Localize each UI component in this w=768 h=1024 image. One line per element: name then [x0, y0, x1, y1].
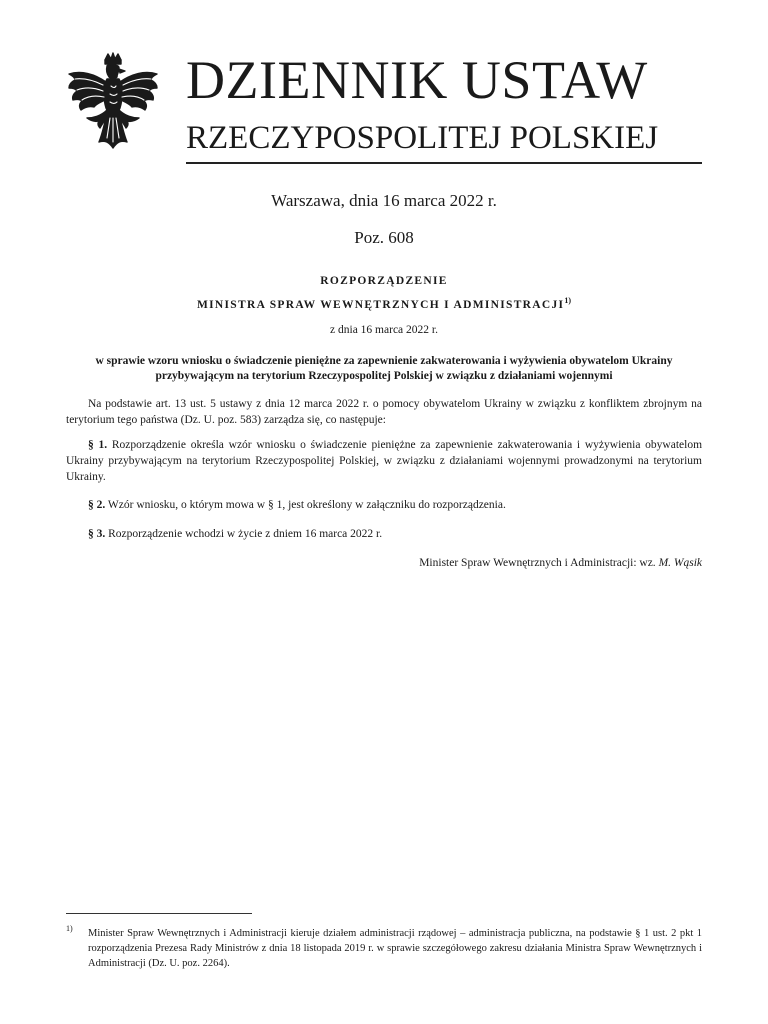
- signature-role: Minister Spraw Wewnętrznych i Administracji: wz.: [419, 557, 656, 569]
- section-2: [66, 497, 702, 513]
- section-1-label: § 1.: [88, 439, 108, 451]
- masthead-divider: [186, 162, 702, 164]
- act-subject: w sprawie wzoru wniosku o świadczenie pieniężne za zapewnienie zakwaterowania i wyżywienia obywatelom Ukrainy przybywającym na terytorium Rzeczypospolitej Polskiej w związku z działaniami wojennymi: [95, 355, 673, 382]
- issue-position: Poz. 608: [354, 228, 414, 247]
- legal-basis-paragraph: Na podstawie art. 13 ust. 5 ustawy z dnia 12 marca 2022 r. o pomocy obywatelom Ukrainy w związku z konfliktem zbrojnym na terytorium tego państwa (Dz. U. poz. 583) zarządza się, co następuje:: [66, 398, 702, 426]
- footnote-reference[interactable]: 1): [564, 296, 571, 305]
- section-2-label: § 2.: [88, 499, 106, 511]
- act-type: ROZPORZĄDZENIE: [320, 275, 448, 287]
- act-date: z dnia 16 marca 2022 r.: [330, 324, 438, 336]
- polish-eagle-emblem-icon: [62, 52, 164, 160]
- issue-date: [0, 191, 768, 211]
- section-2-text: Wzór wniosku, o którym mowa w § 1, jest określony w załączniku do rozporządzenia.: [107, 499, 506, 511]
- issue-date-text: Warszawa, dnia 16 marca 2022 r.: [271, 191, 497, 210]
- act-author-text: MINISTRA SPRAW WEWNĘTRZNYCH I ADMINISTRACJI: [197, 299, 565, 311]
- footnote-mark: 1): [66, 924, 73, 933]
- act-author: [0, 294, 768, 312]
- journal-title: DZIENNIK USTAW: [186, 50, 648, 110]
- section-1-text: Rozporządzenie określa wzór wniosku o świadczenie pieniężne za zapewnienie zakwaterowania i wyżywienia obywatelom Ukrainy przybywającym na terytorium Rzeczypospolitej Polskiej, w związku z działaniami wojennymi prowadzonymi na terytorium Ukrainy.: [66, 439, 703, 483]
- section-3-label: § 3.: [88, 528, 106, 540]
- footnote-text: Minister Spraw Wewnętrznych i Administracji kieruje działem administracji rządowej – administracja publiczna, na podstawie § 1 ust. 2 pkt 1 rozporządzenia Prezesa Rady Ministrów z dnia 18 listopada 2019 r. w sprawie szczegółowego zakresu działania Ministra Spraw Wewnętrznych i Administracji (Dz. U. poz. 2264).: [88, 928, 702, 969]
- signature-name: M. Wąsik: [658, 557, 702, 569]
- section-3-text: Rozporządzenie wchodzi w życie z dniem 16 marca 2022 r.: [108, 528, 383, 540]
- section-3: [66, 526, 702, 542]
- section-1: [66, 437, 702, 485]
- signature-line: [66, 555, 702, 571]
- journal-subtitle: RZECZYPOSPOLITEJ POLSKIEJ: [186, 120, 659, 156]
- footnote-divider: [66, 913, 252, 914]
